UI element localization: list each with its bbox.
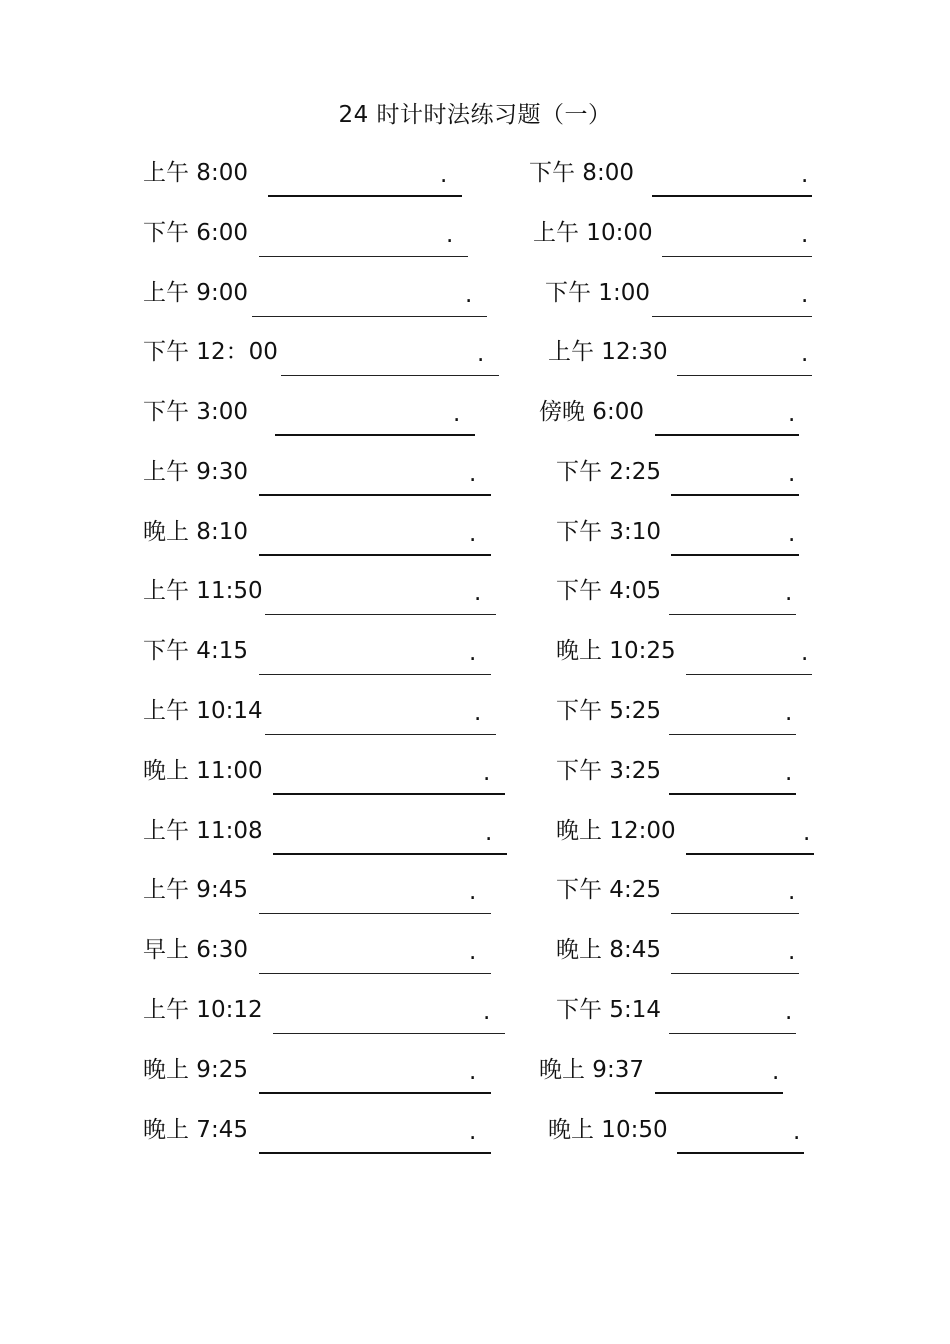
time-label: 下午 8:00 (529, 160, 634, 186)
period-mark: . (446, 222, 454, 248)
answer-blank[interactable] (655, 434, 799, 436)
exercise-row (0, 636, 950, 676)
answer-blank[interactable] (273, 853, 507, 855)
exercise-row (0, 517, 950, 557)
answer-blank[interactable] (268, 195, 462, 197)
time-label: 下午 1:00 (545, 280, 650, 306)
answer-blank[interactable] (671, 554, 799, 556)
period-mark: . (803, 820, 811, 846)
period-mark: . (772, 1059, 780, 1085)
exercise-row (0, 935, 950, 975)
time-label: 下午 5:25 (556, 698, 661, 724)
exercise-row (0, 875, 950, 915)
time-label: 晚上 10:50 (548, 1117, 668, 1143)
answer-blank[interactable] (259, 1092, 491, 1094)
period-mark: . (469, 461, 477, 487)
period-mark: . (469, 879, 477, 905)
period-mark: . (788, 879, 796, 905)
answer-blank[interactable] (677, 375, 812, 376)
period-mark: . (801, 162, 809, 188)
time-label: 下午 4:15 (143, 638, 248, 664)
exercise-row (0, 397, 950, 437)
answer-blank[interactable] (671, 494, 799, 496)
answer-blank[interactable] (259, 256, 468, 257)
time-label: 晚上 12:00 (556, 818, 676, 844)
exercise-row (0, 1055, 950, 1095)
time-label: 傍晚 6:00 (539, 399, 644, 425)
time-label: 上午 11:50 (143, 578, 263, 604)
exercise-row (0, 218, 950, 258)
period-mark: . (485, 820, 493, 846)
time-label: 下午 4:25 (556, 877, 661, 903)
exercise-row (0, 457, 950, 497)
time-label: 上午 9:45 (143, 877, 248, 903)
answer-blank[interactable] (655, 1092, 783, 1094)
answer-blank[interactable] (273, 1033, 505, 1034)
answer-blank[interactable] (669, 614, 796, 615)
answer-blank[interactable] (671, 913, 799, 914)
answer-blank[interactable] (652, 316, 812, 317)
answer-blank[interactable] (259, 1152, 491, 1154)
answer-blank[interactable] (259, 494, 491, 496)
period-mark: . (785, 760, 793, 786)
time-label: 上午 12:30 (548, 339, 668, 365)
time-label: 上午 11:08 (143, 818, 263, 844)
answer-blank[interactable] (259, 554, 491, 556)
period-mark: . (474, 700, 482, 726)
period-mark: . (469, 1119, 477, 1145)
time-label: 晚上 11:00 (143, 758, 263, 784)
answer-blank[interactable] (669, 793, 796, 795)
answer-blank[interactable] (265, 614, 496, 615)
exercise-row (0, 576, 950, 616)
answer-blank[interactable] (669, 1033, 796, 1034)
time-label: 下午 2:25 (556, 459, 661, 485)
time-label: 晚上 9:37 (539, 1057, 644, 1083)
answer-blank[interactable] (252, 316, 487, 317)
period-mark: . (801, 341, 809, 367)
period-mark: . (469, 939, 477, 965)
exercise-row (0, 1115, 950, 1155)
period-mark: . (469, 640, 477, 666)
time-label: 早上 6:30 (143, 937, 248, 963)
time-label: 下午 12：00 (143, 339, 278, 365)
answer-blank[interactable] (273, 793, 505, 795)
time-label: 下午 5:14 (556, 997, 661, 1023)
answer-blank[interactable] (652, 195, 812, 197)
period-mark: . (474, 580, 482, 606)
time-label: 下午 4:05 (556, 578, 661, 604)
exercise-row (0, 278, 950, 318)
period-mark: . (483, 999, 491, 1025)
time-label: 晚上 9:25 (143, 1057, 248, 1083)
time-label: 下午 3:10 (556, 519, 661, 545)
period-mark: . (785, 580, 793, 606)
answer-blank[interactable] (265, 734, 496, 735)
answer-blank[interactable] (669, 734, 796, 735)
time-label: 上午 10:00 (533, 220, 653, 246)
period-mark: . (788, 401, 796, 427)
time-label: 晚上 10:25 (556, 638, 676, 664)
answer-blank[interactable] (677, 1152, 804, 1154)
period-mark: . (469, 521, 477, 547)
time-label: 上午 10:14 (143, 698, 263, 724)
time-label: 晚上 8:45 (556, 937, 661, 963)
time-label: 上午 9:00 (143, 280, 248, 306)
period-mark: . (465, 282, 473, 308)
page-title: 24 时计时法练习题（一） (338, 102, 612, 128)
exercise-row (0, 756, 950, 796)
answer-blank[interactable] (259, 674, 491, 675)
time-label: 晚上 7:45 (143, 1117, 248, 1143)
time-label: 下午 3:00 (143, 399, 248, 425)
time-label: 上午 10:12 (143, 997, 263, 1023)
exercise-row (0, 995, 950, 1035)
exercise-row (0, 696, 950, 736)
period-mark: . (788, 461, 796, 487)
answer-blank[interactable] (662, 256, 812, 257)
answer-blank[interactable] (259, 973, 491, 974)
period-mark: . (788, 939, 796, 965)
period-mark: . (793, 1119, 801, 1145)
time-label: 下午 3:25 (556, 758, 661, 784)
answer-blank[interactable] (686, 853, 814, 855)
time-label: 下午 6:00 (143, 220, 248, 246)
time-label: 上午 9:30 (143, 459, 248, 485)
answer-blank[interactable] (686, 674, 812, 675)
period-mark: . (801, 640, 809, 666)
answer-blank[interactable] (259, 913, 491, 914)
period-mark: . (801, 282, 809, 308)
period-mark: . (440, 162, 448, 188)
answer-blank[interactable] (281, 375, 499, 376)
exercise-row (0, 158, 950, 198)
period-mark: . (785, 999, 793, 1025)
exercise-row (0, 816, 950, 856)
period-mark: . (469, 1059, 477, 1085)
period-mark: . (477, 341, 485, 367)
period-mark: . (788, 521, 796, 547)
time-label: 晚上 8:10 (143, 519, 248, 545)
time-label: 上午 8:00 (143, 160, 248, 186)
period-mark: . (483, 760, 491, 786)
answer-blank[interactable] (671, 973, 799, 974)
exercise-row (0, 337, 950, 377)
period-mark: . (801, 222, 809, 248)
period-mark: . (785, 700, 793, 726)
period-mark: . (453, 401, 461, 427)
answer-blank[interactable] (275, 434, 475, 436)
